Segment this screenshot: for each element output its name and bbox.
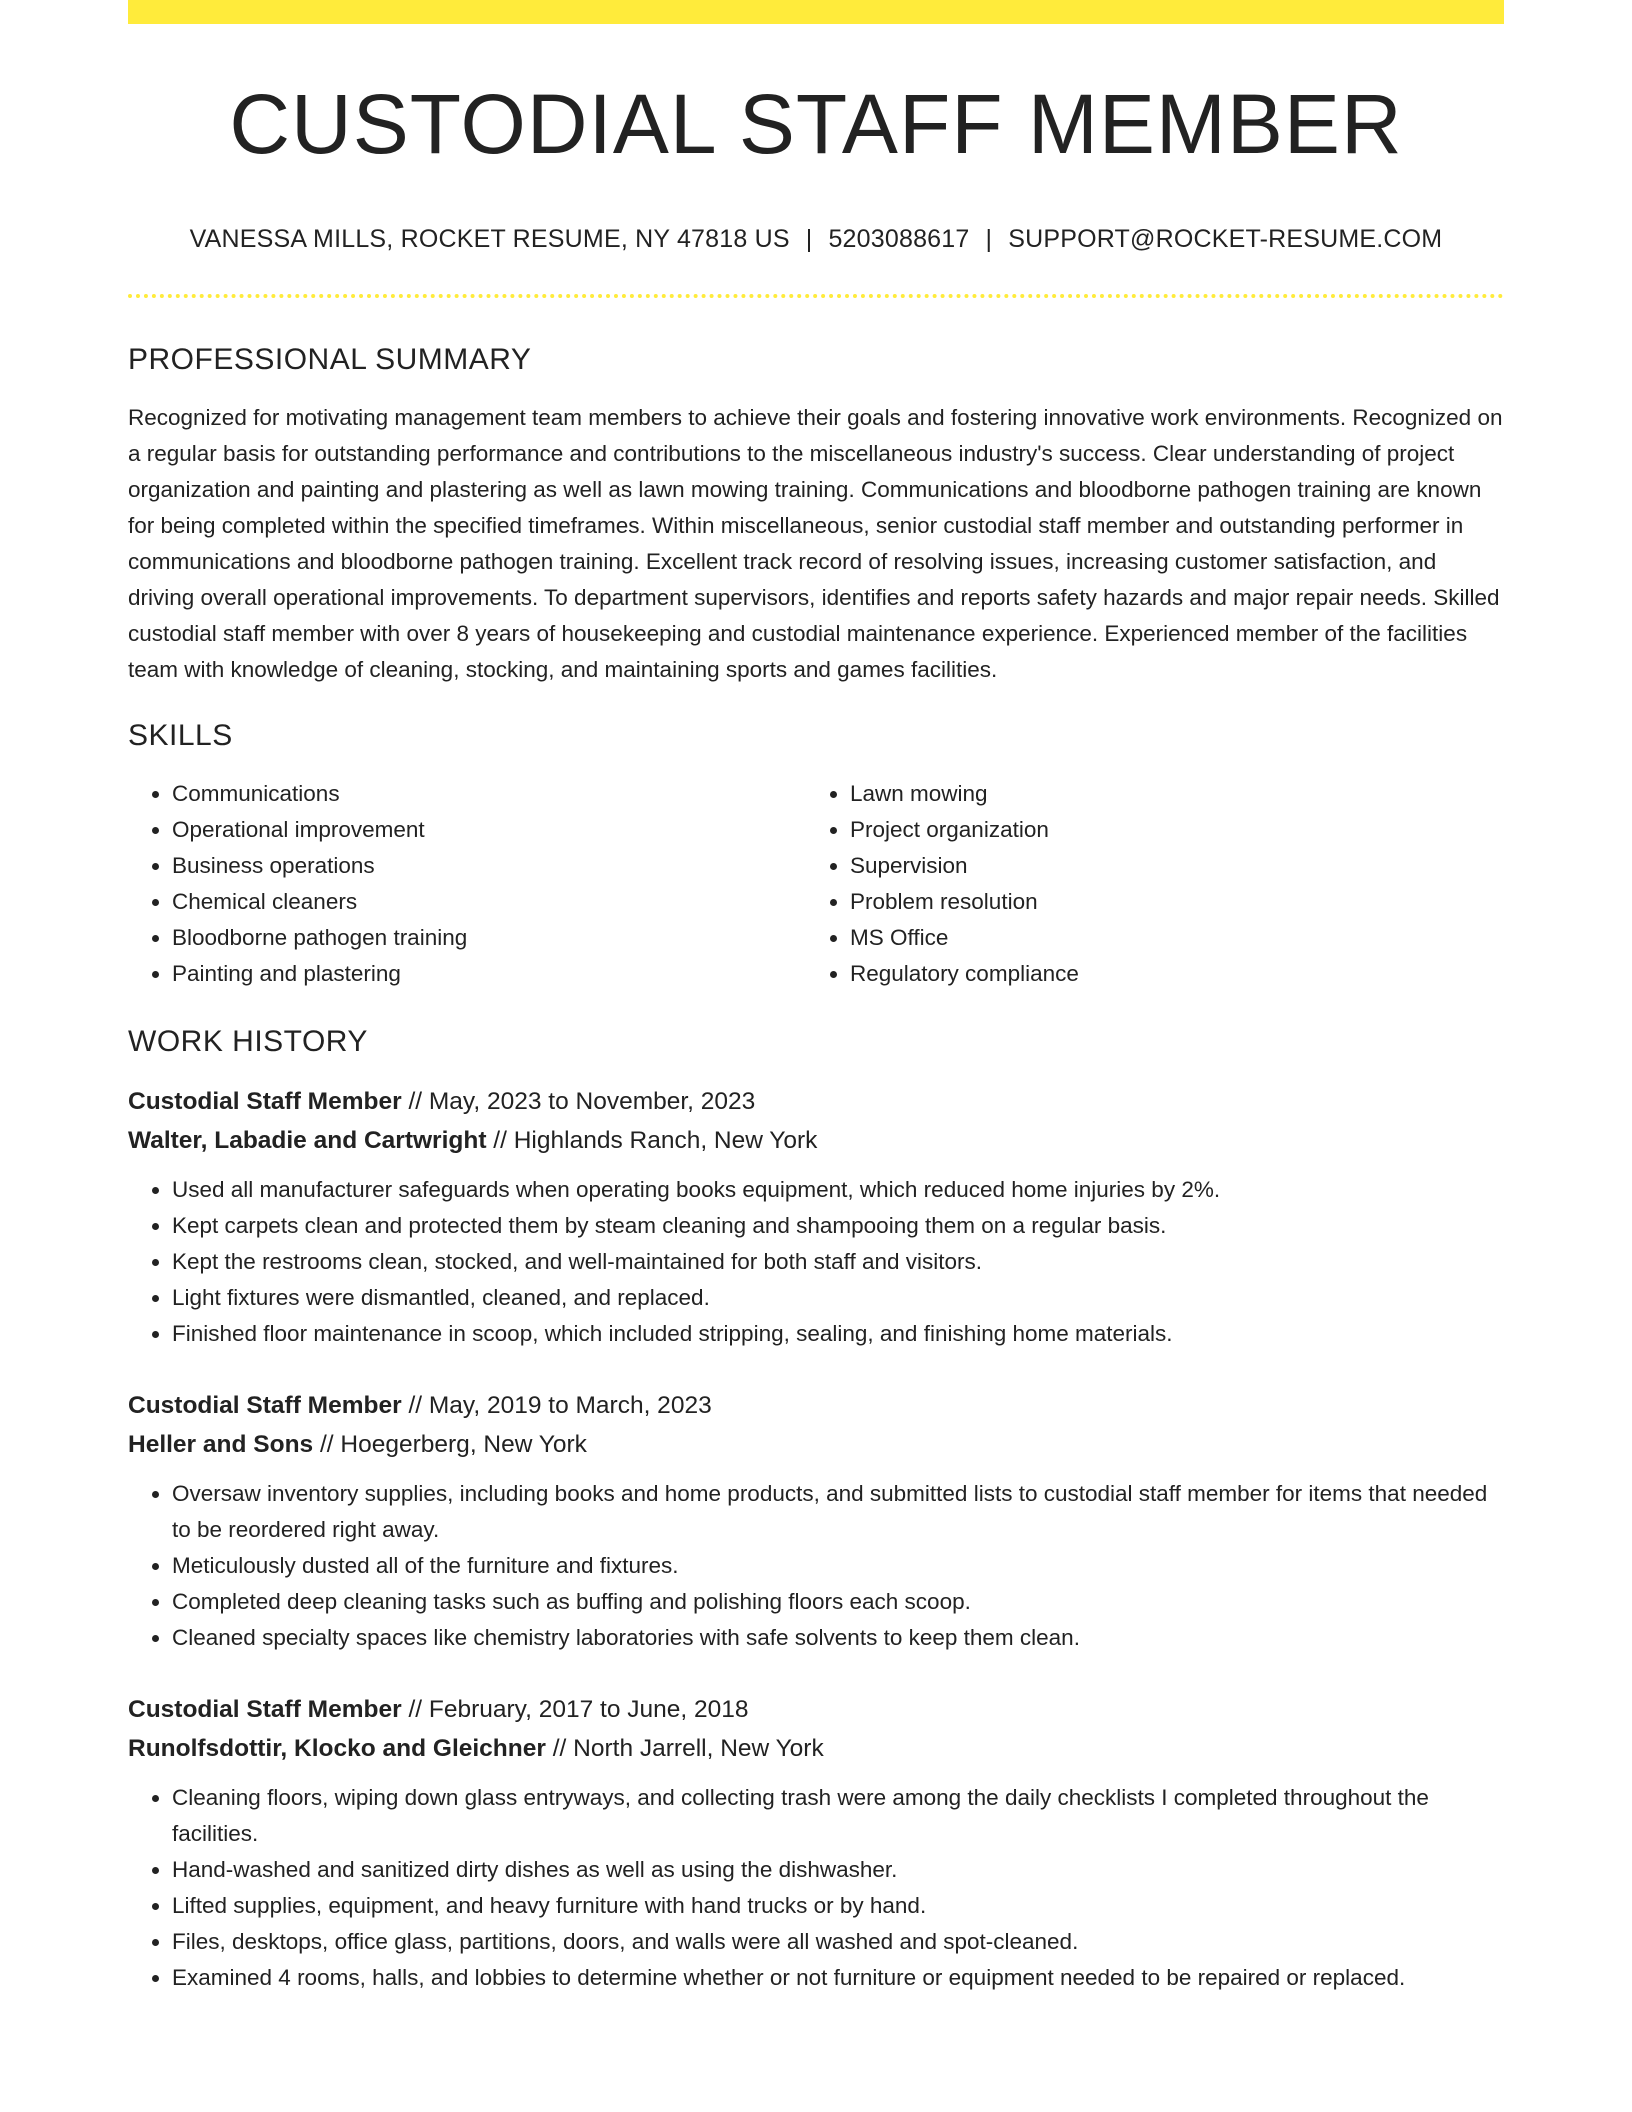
job-dates: May, 2019 to March, 2023 [428,1392,712,1419]
skills-column-right [806,776,1484,992]
contact-phone: 5203088617 [828,225,970,253]
skill-item: • Regulatory compliance [850,956,1484,992]
job-bullet: • Kept carpets clean and protected them by steam cleaning and shampooing them on a regular basis. [172,1208,1504,1244]
job-bullet: • Oversaw inventory supplies, including books and home products, and submitted lists to custodial staff member for items that needed to be reordered right away. [172,1476,1504,1548]
job-separator: // [408,1088,423,1115]
skills-heading: SKILLS [128,719,233,752]
job-entry [128,1082,1504,1352]
job-company-line [128,1729,1504,1768]
job-company: Heller and Sons [128,1431,314,1458]
contact-separator: | [985,225,993,253]
job-title-line [128,1690,1504,1729]
job-bullet: • Used all manufacturer safeguards when operating books equipment, which reduced home injuries by 2%. [172,1172,1504,1208]
job-location: Highlands Ranch, New York [513,1127,818,1154]
job-location: Hoegerberg, New York [340,1431,587,1458]
contact-line [128,224,1504,254]
job-title: Custodial Staff Member [128,1088,402,1115]
skill-item: • Lawn mowing [850,776,1484,812]
summary-heading: PROFESSIONAL SUMMARY [128,343,532,376]
job-separator: // [552,1735,567,1762]
job-bullet-list [128,1476,1504,1656]
contact-email: SUPPORT@ROCKET-RESUME.COM [1008,225,1443,253]
skill-item: • Painting and plastering [172,956,806,992]
job-separator: // [319,1431,334,1458]
accent-top-bar [128,0,1504,24]
job-bullet: • Finished floor maintenance in scoop, which included stripping, sealing, and finishing home materials. [172,1316,1504,1352]
job-separator: // [408,1392,423,1419]
job-bullet: • Examined 4 rooms, halls, and lobbies to determine whether or not furniture or equipment needed to be repaired or replaced. [172,1960,1504,1996]
skill-item: • Operational improvement [172,812,806,848]
work-history-heading: WORK HISTORY [128,1025,368,1058]
job-bullet: • Lifted supplies, equipment, and heavy furniture with hand trucks or by hand. [172,1888,1504,1924]
job-location: North Jarrell, New York [573,1735,824,1762]
job-bullet: • Hand-washed and sanitized dirty dishes as well as using the dishwasher. [172,1852,1504,1888]
job-bullet: • Light fixtures were dismantled, cleaned, and replaced. [172,1280,1504,1316]
job-dates: February, 2017 to June, 2018 [428,1696,749,1723]
skill-item: • Supervision [850,848,1484,884]
job-bullet-list [128,1780,1504,1996]
skills-column-left [128,776,806,992]
page-title: CUSTODIAL STAFF MEMBER [229,77,1403,171]
job-separator: // [408,1696,423,1723]
job-title-line [128,1082,1504,1121]
job-title-line [128,1386,1504,1425]
job-bullet: • Completed deep cleaning tasks such as buffing and polishing floors each scoop. [172,1584,1504,1620]
resume-page [128,0,1504,1996]
job-entry [128,1386,1504,1656]
contact-separator: | [805,225,813,253]
job-separator: // [493,1127,507,1154]
job-title: Custodial Staff Member [128,1696,402,1723]
job-bullet: • Kept the restrooms clean, stocked, and well-maintained for both staff and visitors. [172,1244,1504,1280]
job-company-line [128,1121,1504,1160]
skill-item: • Problem resolution [850,884,1484,920]
skill-item: • Business operations [172,848,806,884]
job-title: Custodial Staff Member [128,1392,402,1419]
job-dates: May, 2023 to November, 2023 [428,1088,756,1115]
summary-text: Recognized for motivating management team members to achieve their goals and fostering innovative work environments. Recognized on a regular basis for outstanding performance and contributions to the miscellaneous industry's success. Clear understanding of project organization and painting and plastering as well as lawn mowing training. Communications and bloodborne pathogen training are known for being completed within the specified timeframes. Within miscellaneous, senior custodial staff member and outstanding performer in communications and bloodborne pathogen training. Excellent track record of resolving issues, increasing customer satisfaction, and driving overall operational improvements. To department supervisors, identifies and reports safety hazards and major repair needs. Skilled custodial staff member with over 8 years of housekeeping and custodial maintenance experience. Experienced member of the facilities team with knowledge of cleaning, stocking, and maintaining sports and games facilities. [128,405,1503,682]
job-bullet: • Files, desktops, office glass, partitions, doors, and walls were all washed and spot-cleaned. [172,1924,1504,1960]
skill-item: • MS Office [850,920,1484,956]
job-bullet-list [128,1172,1504,1352]
job-company: Walter, Labadie and Cartwright [128,1127,487,1154]
skills-grid [128,776,1504,992]
job-bullet: • Cleaned specialty spaces like chemistry laboratories with safe solvents to keep them clean. [172,1620,1504,1656]
job-bullet: • Cleaning floors, wiping down glass entryways, and collecting trash were among the daily checklists I completed throughout the facilities. [172,1780,1504,1852]
skill-item: • Communications [172,776,806,812]
job-company-line [128,1425,1504,1464]
skill-item: • Project organization [850,812,1484,848]
skill-item: • Bloodborne pathogen training [172,920,806,956]
job-bullet: • Meticulously dusted all of the furniture and fixtures. [172,1548,1504,1584]
contact-address: VANESSA MILLS, ROCKET RESUME, NY 47818 US [189,225,790,253]
dotted-divider [128,294,1504,298]
job-company: Runolfsdottir, Klocko and Gleichner [128,1735,546,1762]
skill-item: • Chemical cleaners [172,884,806,920]
job-entry [128,1690,1504,1996]
